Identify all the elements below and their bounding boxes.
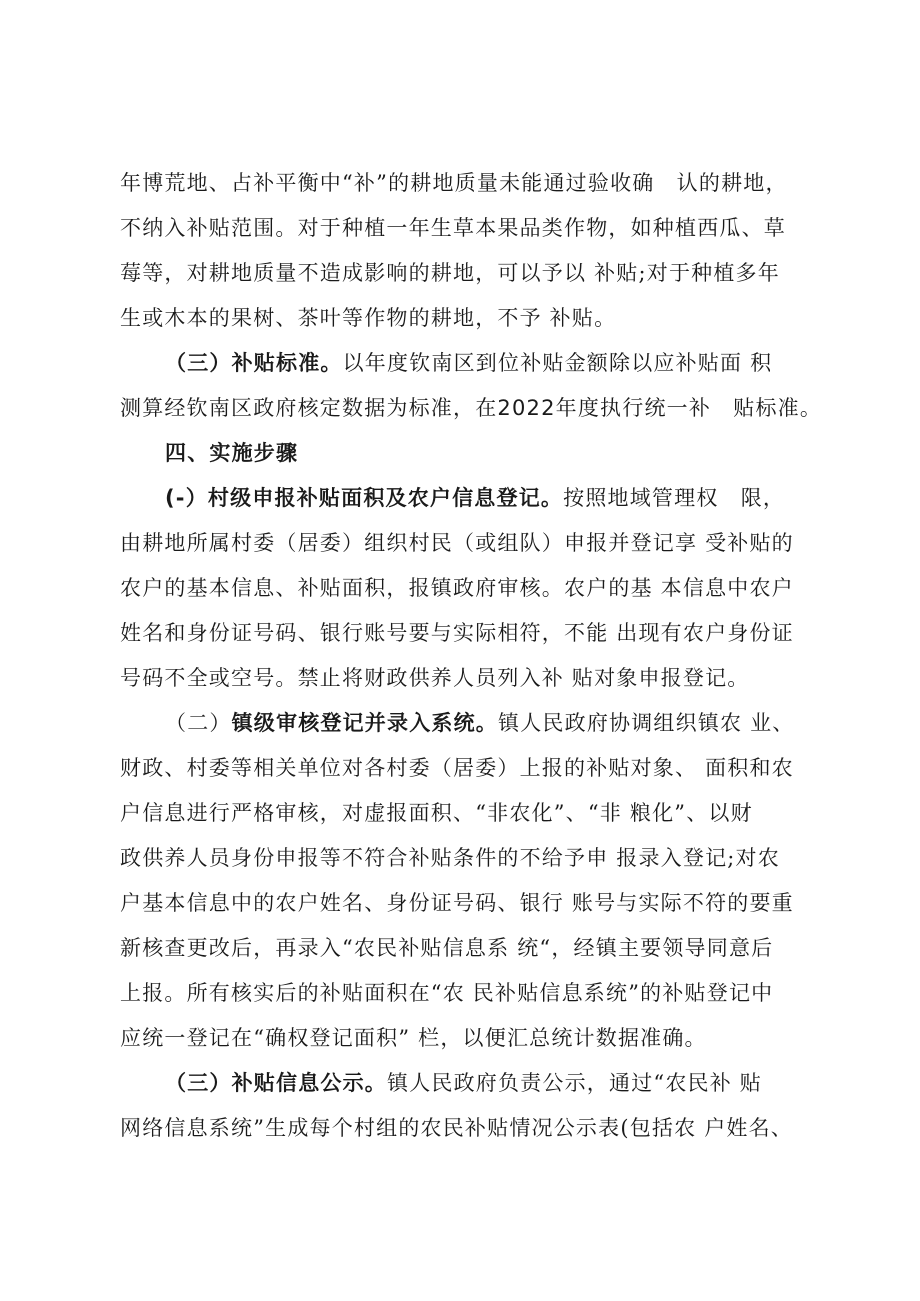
text-segment: 按照地域管理权 限， bbox=[563, 486, 786, 510]
paragraph-line bbox=[120, 798, 820, 828]
section-heading-line bbox=[165, 1068, 865, 1098]
paragraph-line bbox=[120, 393, 823, 423]
text-segment: 政供养人员身份申报等不符合补贴条件的不给予申 报录入登记;对农 bbox=[120, 846, 780, 870]
paragraph-line bbox=[120, 843, 820, 873]
paragraph-line bbox=[120, 573, 820, 603]
text-segment: 号码不全或空号。禁止将财政供养人员列入补 贴对象申报登记。 bbox=[120, 666, 750, 690]
paragraph-line bbox=[120, 303, 820, 333]
section-heading-line bbox=[165, 348, 865, 378]
text-segment: 莓等，对耕地质量不造成影响的耕地，可以予以 补贴;对于种植多年 bbox=[120, 261, 780, 285]
text-segment: 以年度钦南区到位补贴金额除以应补贴面 积 bbox=[342, 351, 773, 375]
text-segment: 年度执行统一补 贴标准。 bbox=[555, 396, 823, 420]
text-segment: 上报。所有核实后的补贴面积在“农 民补贴信息系统”的补贴登记中 bbox=[120, 981, 774, 1005]
paragraph-line bbox=[120, 1113, 820, 1143]
section-heading: (-）村级申报补贴面积及农户信息登记。 bbox=[165, 486, 564, 510]
text-segment: 户信息进行严格审核，对虚报面积、“非农化”、“非 粮化”、以财 bbox=[120, 801, 753, 825]
text-segment: 应统一登记在“确权登记面积” 栏，以便汇总统计数据准确。 bbox=[120, 1026, 707, 1050]
text-segment: 生或木本的果树、茶叶等作物的耕地，不予 补贴。 bbox=[120, 306, 617, 330]
text-segment: 由耕地所属村委（居委）组织村民（或组队）申报并登记享 受补贴的 bbox=[120, 531, 794, 555]
section-heading: （三）补贴信息公示。 bbox=[165, 1071, 387, 1095]
paragraph-line bbox=[120, 978, 820, 1008]
text-segment: 镇人民政府协调组织镇农 业、 bbox=[498, 711, 795, 735]
chapter-heading: 四、实施步骤 bbox=[165, 441, 299, 465]
text-segment: 年博荒地、占补平衡中“补”的耕地质量未能通过验收确 认的耕地， bbox=[120, 171, 788, 195]
section-heading: 镇级审核登记并录入系统。 bbox=[231, 711, 499, 735]
text-segment: 镇人民政府负责公示，通过“农民补 贴 bbox=[387, 1071, 763, 1095]
text-segment: （二） bbox=[165, 711, 232, 735]
paragraph-line bbox=[120, 888, 820, 918]
paragraph-line bbox=[120, 663, 820, 693]
text-segment: 农户的基本信息、补贴面积，报镇政府审核。农户的基 本信息中农户 bbox=[120, 576, 794, 600]
year-number: 2022 bbox=[497, 396, 556, 420]
section-heading-line bbox=[165, 708, 865, 738]
paragraph-line bbox=[120, 168, 820, 198]
paragraph-line bbox=[120, 618, 820, 648]
text-segment: 测算经钦南区政府核定数据为标准，在 bbox=[120, 396, 498, 420]
text-segment: 新核查更改后，再录入“农民补贴信息系 统“，经镇主要领导同意后 bbox=[120, 936, 774, 960]
section-heading: （三）补贴标准。 bbox=[165, 351, 343, 375]
text-segment: 不纳入补贴范围。对于种植一年生草本果品类作物，如种植西瓜、草 bbox=[120, 216, 786, 240]
chapter-heading-line bbox=[165, 438, 865, 468]
text-segment: 网络信息系统”生成每个村组的农民补贴情况公示表(包括农 户姓名、 bbox=[120, 1116, 794, 1140]
paragraph-line bbox=[120, 933, 820, 963]
text-segment: 财政、村委等相关单位对各村委（居委）上报的补贴对象、 面积和农 bbox=[120, 756, 794, 780]
paragraph-line bbox=[120, 528, 820, 558]
paragraph-line bbox=[120, 213, 820, 243]
paragraph-line bbox=[120, 753, 820, 783]
paragraph-line bbox=[120, 258, 820, 288]
section-heading-line bbox=[165, 483, 865, 513]
text-segment: 姓名和身份证号码、银行账号要与实际相符，不能 出现有农户身份证 bbox=[120, 621, 794, 645]
text-segment: 户基本信息中的农户姓名、身份证号码、银行 账号与实际不符的要重 bbox=[120, 891, 794, 915]
paragraph-line bbox=[120, 1023, 820, 1053]
